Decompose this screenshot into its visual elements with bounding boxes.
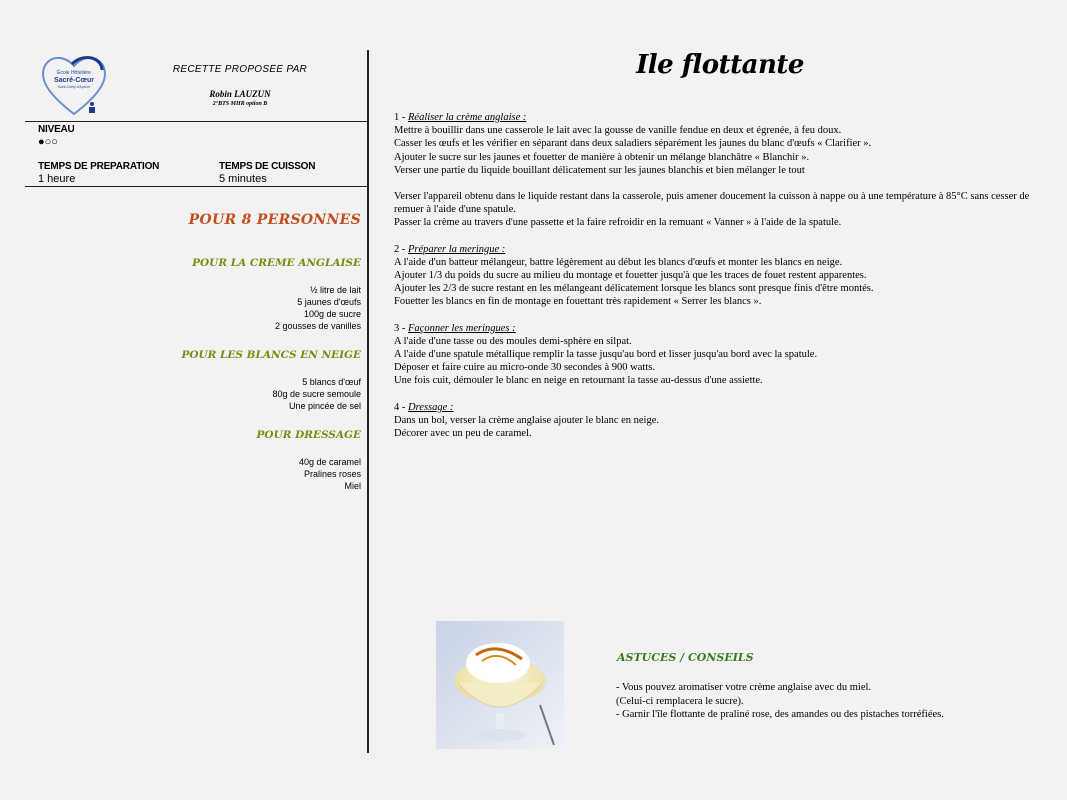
ingredient-item: 2 gousses de vanilles: [274, 321, 361, 331]
tip-line: - Vous pouvez aromatiser votre crème anglaise avec du miel.: [616, 682, 872, 693]
ingredient-section-title: POUR DRESSAGE: [256, 429, 361, 441]
ingredient-item: Pralines roses: [303, 469, 361, 479]
step-heading: 1 - Réaliser la crème anglaise :: [394, 112, 527, 123]
logo-line3: Saint-Chély-d'Apcher: [57, 85, 91, 89]
step-line: Dans un bol, verser la crème anglaise ajouter le blanc en neige.: [394, 414, 660, 426]
step-line: Verser une partie du liquide bouillant délicatement sur les jaunes blanchis et bien mélanger le tout: [394, 164, 805, 176]
step-heading: 4 - Dressage :: [394, 401, 454, 413]
dessert-photo: [436, 621, 564, 749]
cook-time-label: TEMPS DE CUISSON: [219, 161, 316, 172]
author-name: Robin LAUZUN: [209, 89, 271, 99]
ingredient-list: [100, 284, 361, 332]
step-title: Façonner les meringues :: [408, 322, 516, 334]
recipe-steps: [394, 111, 1054, 440]
tip-line: (Celui-ci remplacera le sucre).: [616, 695, 744, 707]
step-heading: 2 - Préparer la meringue :: [394, 243, 506, 255]
step-line: Décorer avec un peu de caramel.: [394, 428, 532, 440]
level-label: NIVEAU: [38, 124, 75, 135]
step-heading: 3 - Façonner les meringues :: [394, 322, 516, 334]
ingredient-list: [100, 376, 361, 412]
step-line: Passer la crème au travers d'une passette et la faire refroidir en la remuant « Vanner » à l'aide de la spatule.: [394, 217, 842, 229]
prep-time-label: TEMPS DE PREPARATION: [38, 161, 160, 172]
step-line: Mettre à bouillir dans une casserole le lait avec la gousse de vanille fendue en deux et égrenée, à feu doux.: [394, 125, 842, 137]
step-line: A l'aide d'une spatule métallique remplir la tasse jusqu'au bord et lisser jusqu'au bord avec la spatule.: [394, 349, 818, 361]
tips-list: [616, 681, 1056, 722]
step-line: Ajouter le sucre sur les jaunes et fouetter de manière à obtenir un mélange blanchâtre « Blanchir ».: [394, 151, 810, 163]
prep-time-value: 1 heure: [38, 173, 76, 185]
level-value: ●○○: [38, 136, 58, 148]
column-divider: [367, 50, 369, 753]
step-line: A l'aide d'une tasse ou des moules demi-sphère en silpat.: [394, 335, 632, 347]
ingredient-item: 40g de caramel: [298, 457, 361, 467]
ingredient-item: Miel: [344, 481, 361, 491]
ingredient-item: 100g de sucre: [303, 309, 361, 319]
cook-time-value: 5 minutes: [219, 173, 267, 185]
step-line: Fouetter les blancs en fin de montage en fouettant très rapidement « Serrer les blancs ».: [394, 296, 762, 308]
tip-line: - Garnir l'île flottante de praliné rose, des amandes ou des pistaches torréfiées.: [616, 709, 944, 720]
logo-line2: Sacré-Cœur: [53, 77, 95, 84]
step-line: Déposer et faire cuire au micro-onde 30 secondes à 900 watts.: [394, 362, 655, 374]
divider: [25, 186, 367, 187]
divider: [25, 121, 367, 122]
ingredient-item: 80g de sucre semoule: [272, 389, 361, 399]
logo-line1: École Hôtelière: [57, 70, 91, 76]
recipe-title: Ile flottante: [636, 50, 804, 80]
ingredient-item: Une pincée de sel: [288, 401, 361, 411]
ingredient-section-title: POUR LA CREME ANGLAISE: [192, 257, 361, 269]
step-title: Réaliser la crème anglaise :: [408, 112, 527, 123]
proposed-by-label: RECETTE PROPOSEE PAR: [172, 64, 308, 75]
step-title: Préparer la meringue :: [408, 243, 506, 255]
ingredient-section-title: POUR LES BLANCS EN NEIGE: [181, 349, 361, 361]
step-line: Ajouter les 2/3 de sucre restant en les mélangeant délicatement lorsque les blancs sont presque finis d'être montés.: [394, 283, 874, 295]
step-line: Une fois cuit, démouler le blanc en neige en retournant la tasse au-dessus d'une assiette.: [394, 375, 763, 387]
step-line: Casser les œufs et les vérifier en séparant dans deux saladiers séparément les jaunes du blanc d'œufs « Clarifier ».: [394, 138, 872, 150]
ingredient-item: 5 jaunes d'œufs: [297, 297, 361, 307]
ingredient-item: ½ litre de lait: [309, 285, 361, 295]
servings: POUR 8 PERSONNES: [188, 212, 361, 228]
step-line: Verser l'appareil obtenu dans le liquide restant dans la casserole, puis amener doucement la cuisson à nappe ou à une température à 85°C sans cesser de remuer à l'aide d'une spatule.: [394, 191, 1030, 216]
step-line: Ajouter 1/3 du poids du sucre au milieu du montage et fouetter jusqu'à que les traces de fouet restent apparentes.: [394, 270, 867, 282]
author-class: 2°BTS MHR option B: [212, 101, 268, 107]
school-logo: [38, 52, 110, 118]
step-title: Dressage :: [408, 401, 454, 413]
step-line: A l'aide d'un batteur mélangeur, battre légèrement au début les blancs d'œufs et monter les blancs en neige.: [394, 256, 843, 268]
ingredient-item: 5 blancs d'œuf: [302, 377, 361, 387]
tips-title: ASTUCES / CONSEILS: [617, 651, 754, 664]
ingredient-list: [100, 456, 361, 492]
